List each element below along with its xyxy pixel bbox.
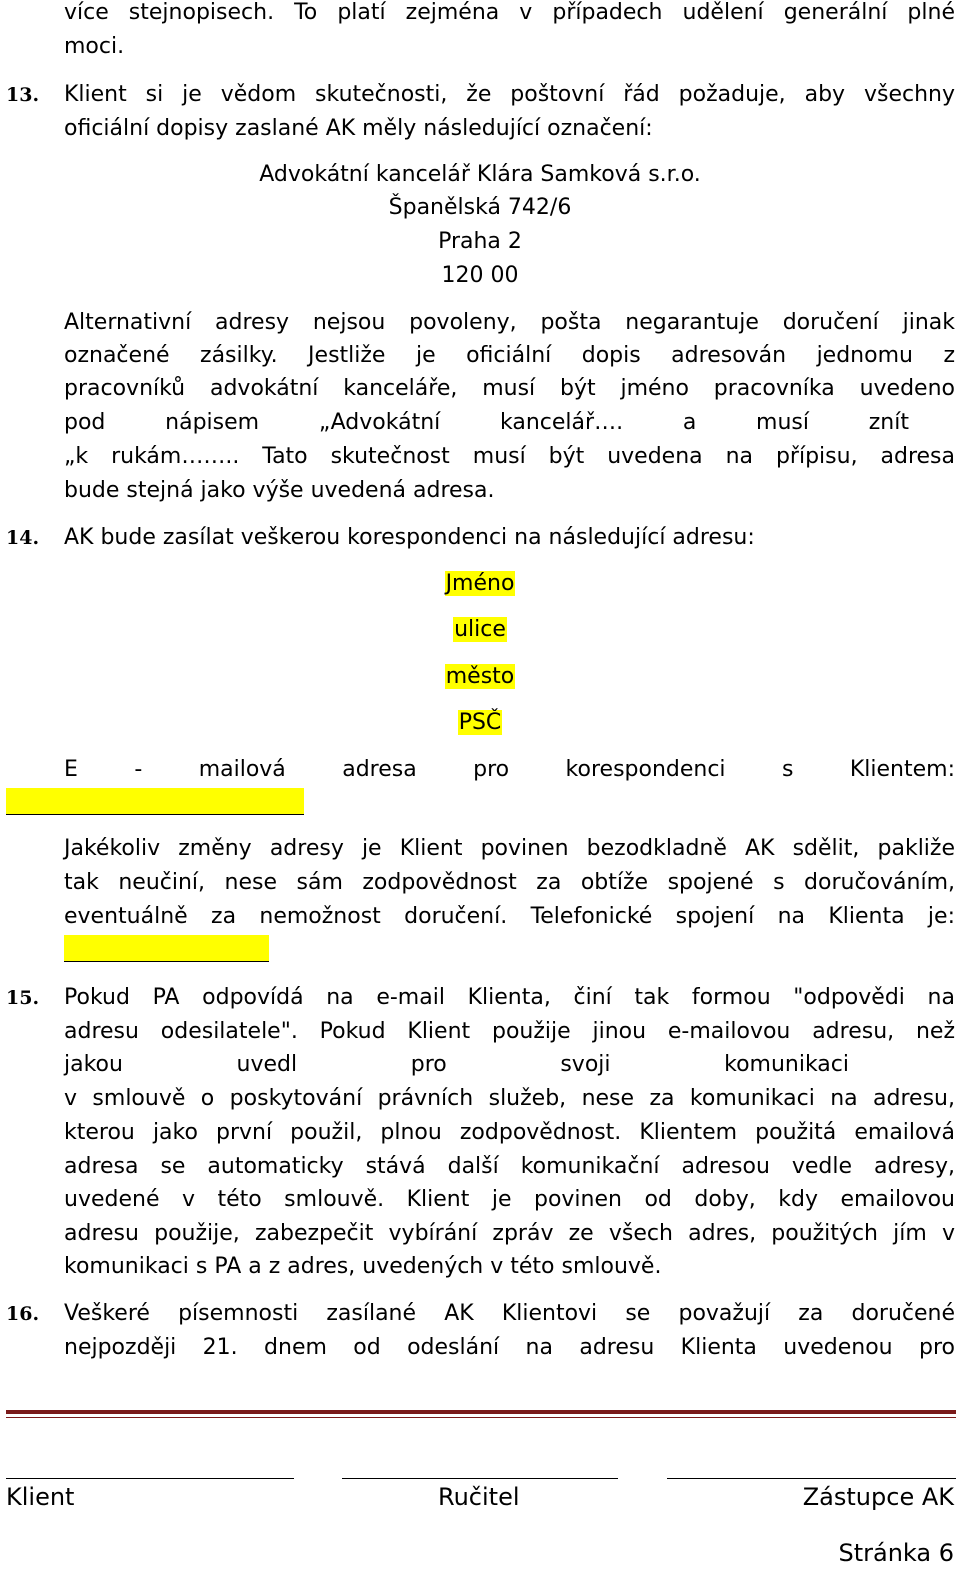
- section-number: 13.: [6, 84, 40, 106]
- paragraph-line: v smlouvě o poskytování právních služeb, nese za komunikaci na adresu,: [64, 1086, 955, 1111]
- office-city: Praha 2: [438, 229, 522, 254]
- section-number: 15.: [6, 987, 40, 1009]
- client-zip-field: [0, 706, 960, 740]
- placeholder-city: město: [445, 664, 515, 689]
- client-city-field: [0, 660, 960, 694]
- paragraph-line: Pokud PA odpovídá na e-mail Klienta, činí tak formou "odpovědi na: [64, 985, 955, 1010]
- paragraph-line: Alternativní adresy nejsou povoleny, pošta negarantuje doručení jinak: [64, 310, 955, 335]
- intro-line: více stejnopisech. To platí zejména v případech udělení generální plné: [64, 0, 955, 25]
- footer-rule-thick: [6, 1410, 956, 1414]
- paragraph-line: AK bude zasílat veškerou korespondenci na následující adresu:: [64, 525, 755, 550]
- paragraph-line: adresu odesilatele". Pokud Klient použije jinou e-mailovou adresu, než: [64, 1019, 955, 1044]
- paragraph-line: kterou jako první použil, plnou zodpovědnost. Klientem použitá emailová: [64, 1120, 955, 1145]
- paragraph-line: pod nápisem „Advokátní kancelář…. a musí znít: [64, 410, 909, 435]
- client-name-field: [0, 567, 960, 601]
- signature-label-guarantor: Ručitel: [438, 1483, 520, 1511]
- paragraph-line: bude stejná jako výše uvedená adresa.: [64, 478, 495, 503]
- paragraph-line: Veškeré písemnosti zasílané AK Klientovi se považují za doručené: [64, 1301, 955, 1326]
- footer-rule-thin: [6, 1417, 956, 1418]
- paragraph-line: Klient si je vědom skutečnosti, že poštovní řád požaduje, aby všechny: [64, 82, 955, 107]
- signature-label-representative: Zástupce AK: [802, 1483, 954, 1511]
- paragraph-line: Jakékoliv změny adresy je Klient povinen bezodkladně AK sdělit, pakliže: [64, 836, 955, 861]
- intro-line: moci.: [64, 34, 125, 59]
- office-zip: 120 00: [441, 263, 519, 288]
- paragraph-line: oficiální dopisy zaslané AK měly následující označení:: [64, 116, 653, 141]
- paragraph-line: „k rukám…….. Tato skutečnost musí být uvedena na přípisu, adresa: [64, 444, 955, 469]
- paragraph-line: uvedené v této smlouvě. Klient je povinen od doby, kdy emailovou: [64, 1187, 955, 1212]
- paragraph-line: označené zásilky. Jestliže je oficiální dopis adresován jednomu z: [64, 343, 955, 368]
- paragraph-line: jakou uvedl pro svoji komunikaci: [64, 1052, 849, 1077]
- paragraph-line: adresu použije, zabezpečit vybírání zpráv ze všech adres, použitých jím v: [64, 1221, 955, 1246]
- paragraph-line: nejpozději 21. dnem od odeslání na adresu Klienta uvedenou pro: [64, 1335, 955, 1360]
- phone-blank: [64, 935, 269, 962]
- signature-line-client: [6, 1478, 294, 1479]
- placeholder-street: ulice: [454, 617, 506, 642]
- placeholder-zip: PSČ: [458, 710, 502, 735]
- paragraph-line: adresa se automaticky stává další komunikační adresou vedle adresy,: [64, 1154, 955, 1179]
- paragraph-line: eventuálně za nemožnost doručení. Telefonické spojení na Klienta je:: [64, 904, 955, 929]
- paragraph-line: komunikaci s PA a z adres, uvedených v této smlouvě.: [64, 1254, 662, 1279]
- section-number: 16.: [6, 1303, 40, 1325]
- signature-label-client: Klient: [6, 1483, 75, 1511]
- paragraph-line: tak neučiní, nese sám zodpovědnost za obtíže spojené s doručováním,: [64, 870, 955, 895]
- client-street-field: [0, 613, 960, 647]
- office-name: Advokátní kancelář Klára Samková s.r.o.: [259, 162, 701, 187]
- email-label: E - mailová adresa pro korespondenci s Klientem:: [64, 757, 955, 782]
- email-blank: [6, 788, 304, 815]
- page-number: Stránka 6: [838, 1539, 954, 1567]
- office-street: Španělská 742/6: [388, 195, 572, 220]
- signature-line-guarantor: [342, 1478, 618, 1479]
- signature-line-representative: [667, 1478, 956, 1479]
- placeholder-name: Jméno: [445, 571, 515, 596]
- section-number: 14.: [6, 527, 40, 549]
- paragraph-line: pracovníků advokátní kanceláře, musí být jméno pracovníka uvedeno: [64, 376, 955, 401]
